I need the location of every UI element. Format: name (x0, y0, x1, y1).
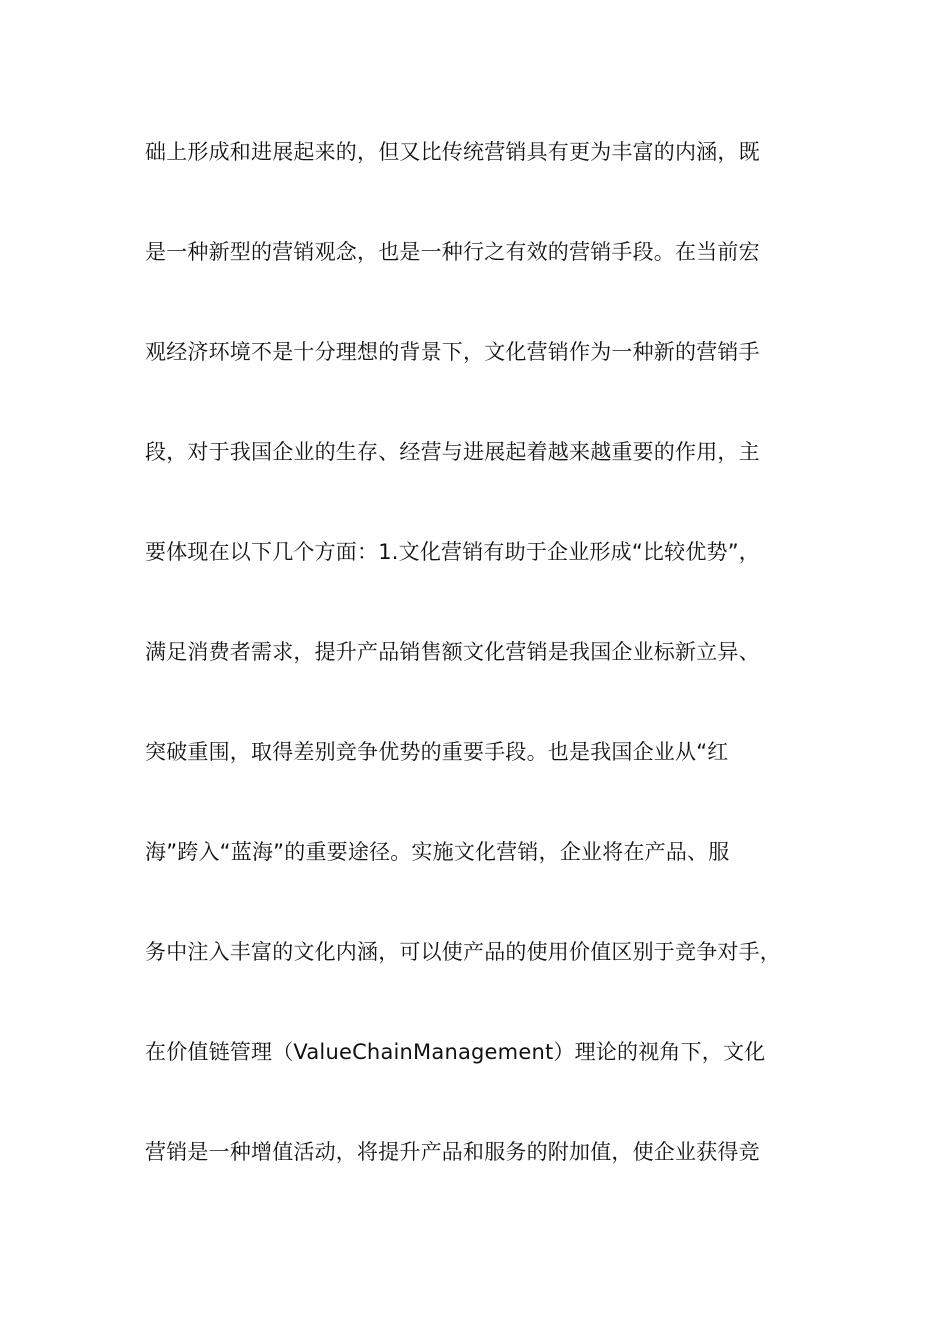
text-line: 要体现在以下几个方面：1.文化营销有助于企业形成“比较优势”， (145, 540, 760, 564)
text-line: 突破重围，取得差别竞争优势的重要手段。也是我国企业从“红 (145, 740, 729, 764)
body-text (145, 132, 825, 1232)
text-line: 观经济环境不是十分理想的背景下，文化营销作为一种新的营销手 (145, 340, 760, 364)
text-line: 务中注入丰富的文化内涵，可以使产品的使用价值区别于竞争对手， (145, 940, 781, 964)
text-line: 营销是一种增值活动，将提升产品和服务的附加值，使企业获得竞 (145, 1140, 760, 1164)
text-line: 在价值链管理（ValueChainManagement）理论的视角下，文化 (145, 1040, 766, 1064)
text-line: 段，对于我国企业的生存、经营与进展起着越来越重要的作用，主 (145, 440, 760, 464)
text-line: 是一种新型的营销观念，也是一种行之有效的营销手段。在当前宏 (145, 240, 760, 264)
text-line: 满足消费者需求，提升产品销售额文化营销是我国企业标新立异、 (145, 640, 760, 664)
text-line: 础上形成和进展起来的，但又比传统营销具有更为丰富的内涵，既 (145, 140, 760, 164)
text-line: 海”跨入“蓝海”的重要途径。实施文化营销，企业将在产品、服 (145, 840, 730, 864)
